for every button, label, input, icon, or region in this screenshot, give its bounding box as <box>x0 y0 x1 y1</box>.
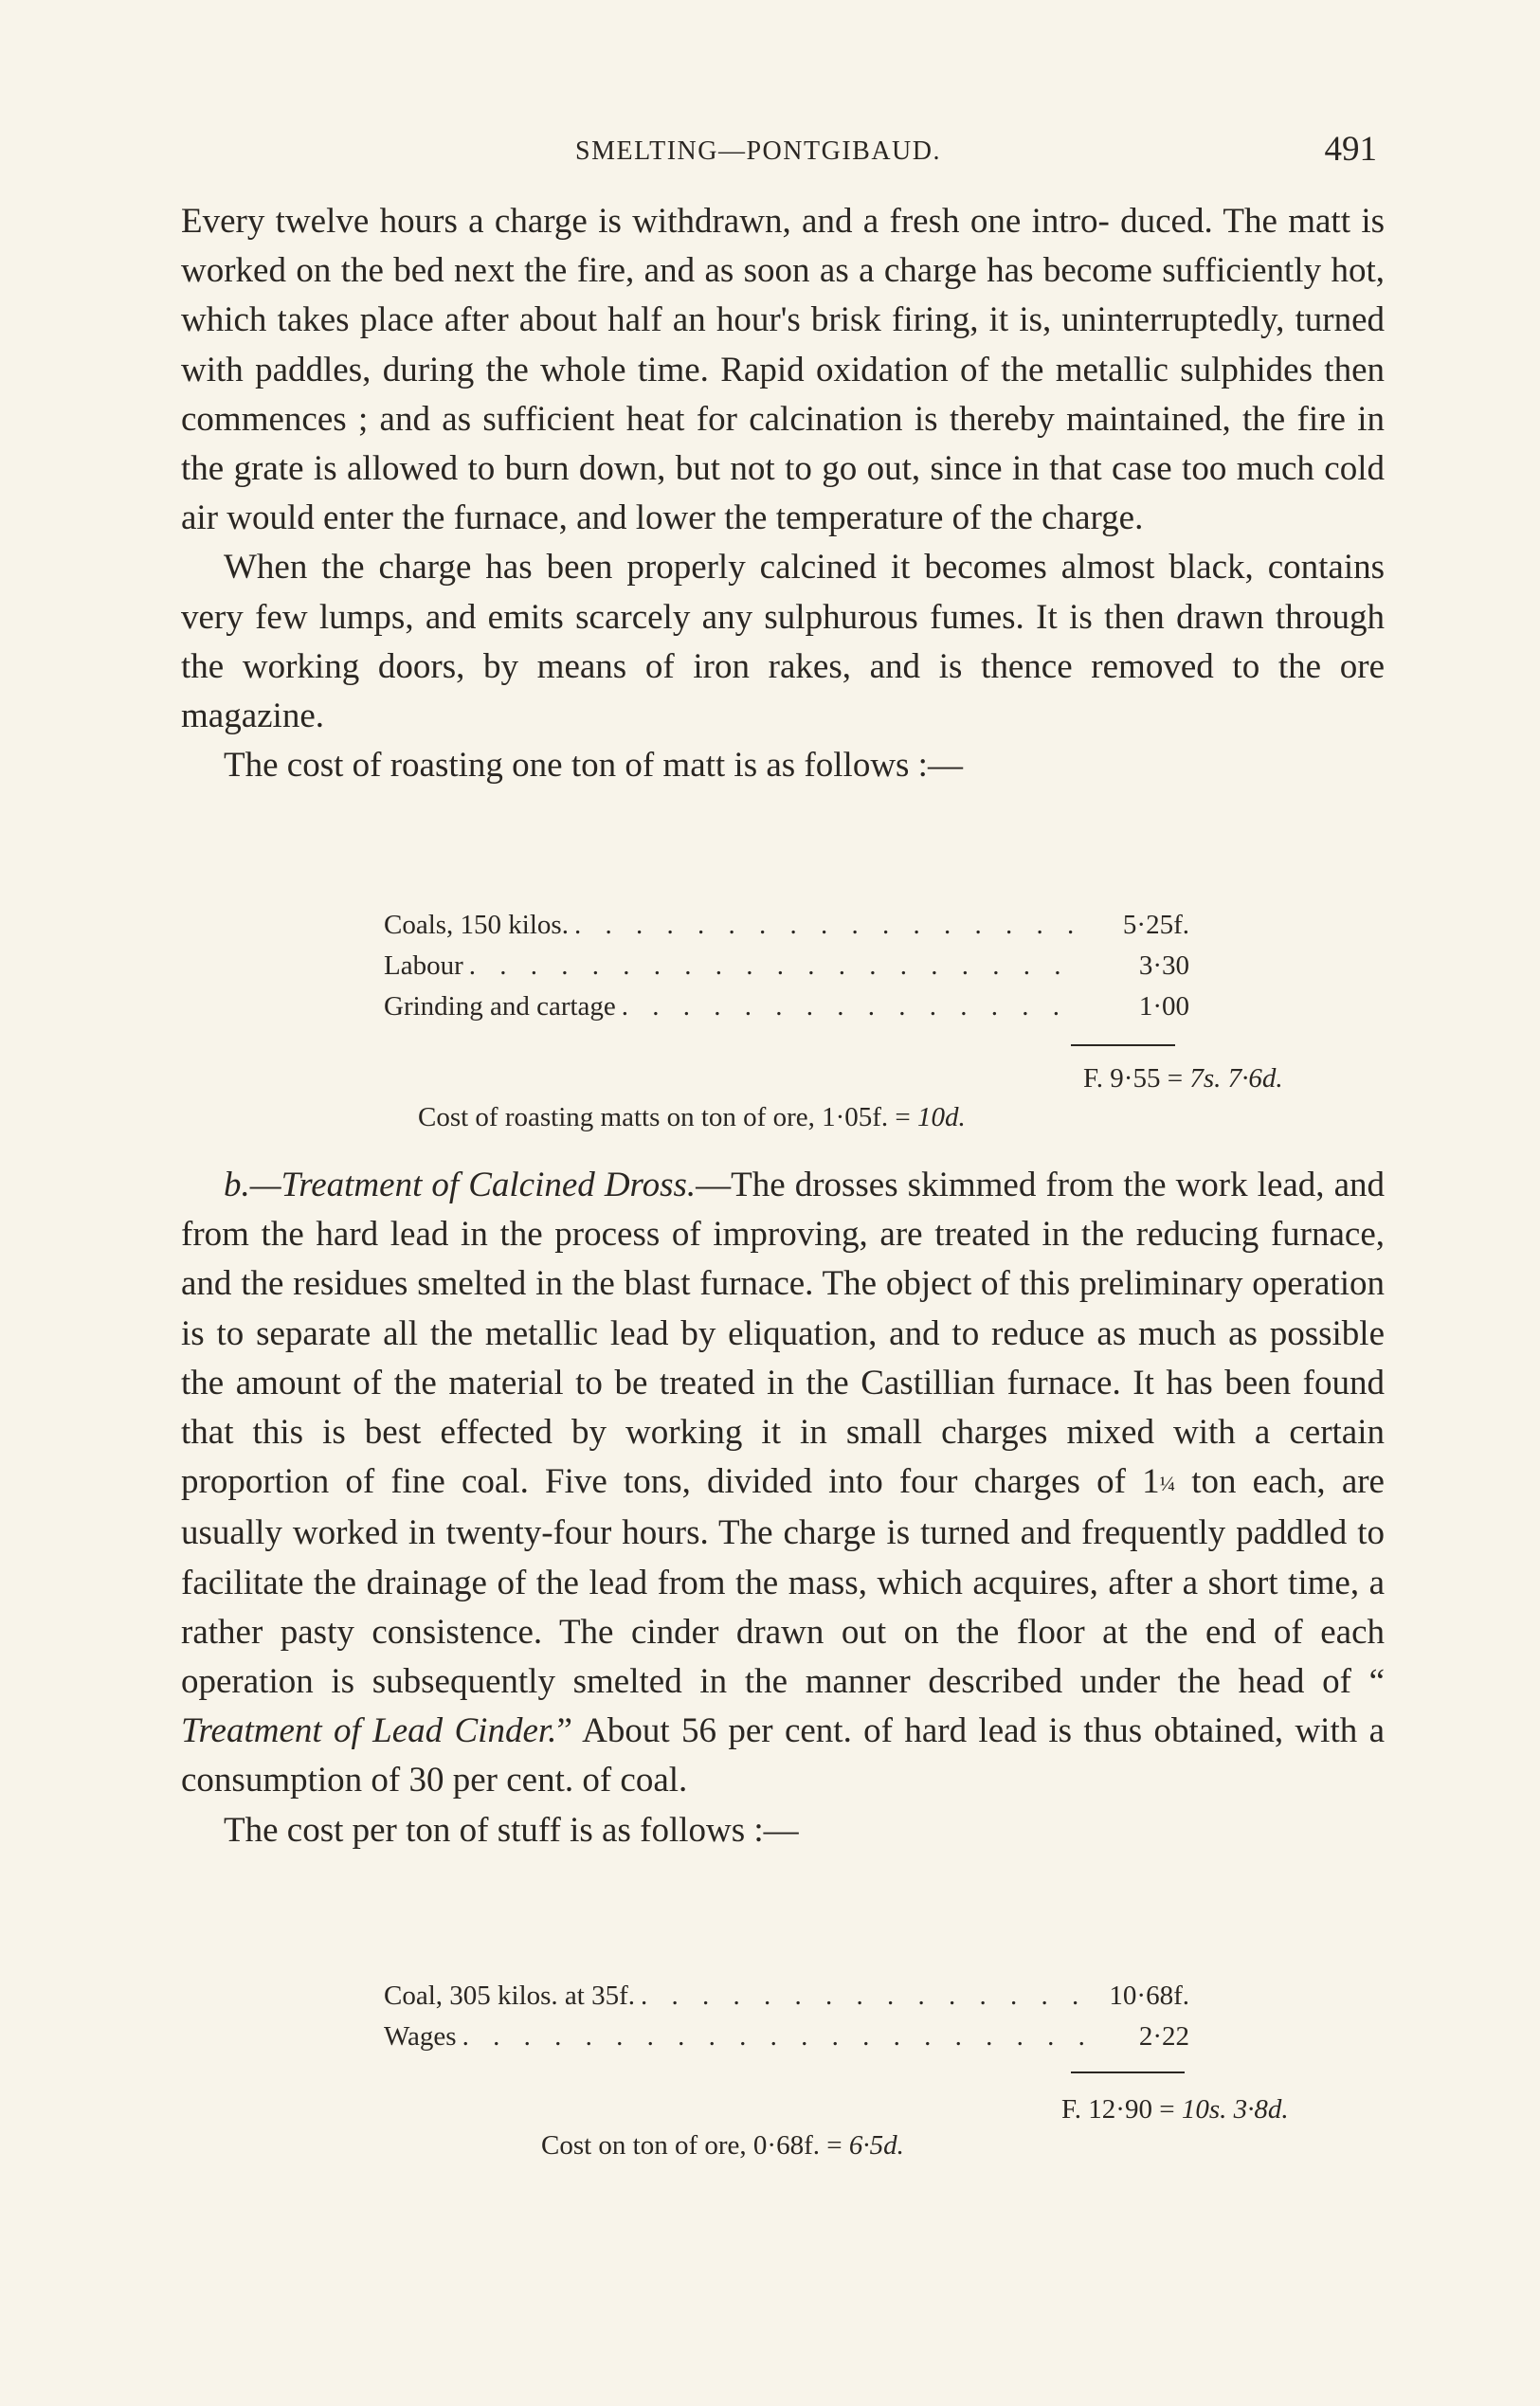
cost-value: 3·30 <box>1138 950 1189 981</box>
summary-pence: 6·5d. <box>848 2130 904 2161</box>
roasting-cost-table <box>384 910 1189 1032</box>
dross-cost-table <box>384 1981 1189 2062</box>
paragraph-calcination: Every twelve hours a charge is withdrawn, and a fresh one intro- duced. The matt is worked on the bed next the fire, and as soon as a charge has become sufficiently hot, which takes place after about half an hour's brisk firing, it is, uninterruptedly, turned with paddles, during the whole time. Rapid oxidation of the metallic sulphides then commences ; and as sufficient heat for calcination is thereby maintained, the fire in the grate is allowed to burn down, but not to go out, since in that case too much cold air would enter the furnace, and lower the temperature of the charge. <box>181 202 1385 538</box>
leader-dots <box>457 2021 1085 2053</box>
dross-summary <box>541 2130 904 2162</box>
dross-total <box>1061 2094 1289 2126</box>
total-pence: 7·6d. <box>1221 1063 1283 1094</box>
cost-row <box>384 1981 1189 2021</box>
leader-dots <box>569 910 1085 941</box>
total-amount: F. 12·90 = <box>1061 2094 1182 2125</box>
cost-value: 1·00 <box>1138 991 1189 1022</box>
leader-dots <box>463 950 1085 982</box>
roasting-summary <box>418 1102 966 1133</box>
cost-label: Grinding and cartage <box>384 991 616 1022</box>
total-shillings: 7s. <box>1189 1063 1222 1094</box>
total-shillings: 10s. <box>1181 2094 1227 2125</box>
body-text-bottom <box>181 1161 1385 1855</box>
sum-rule <box>1071 2071 1185 2073</box>
total-pence: 3·8d. <box>1226 2094 1289 2125</box>
summary-text: Cost on ton of ore, 0·68f. = <box>541 2130 849 2161</box>
running-head: SMELTING—PONTGIBAUD. <box>575 136 941 166</box>
sum-rule <box>1071 1044 1175 1046</box>
paragraph-cost-intro-2: The cost per ton of stuff is as follows :— <box>224 1810 799 1850</box>
fraction: ¼ <box>1159 1472 1176 1496</box>
leader-dots <box>635 1981 1085 2012</box>
section-letter: b.— <box>224 1166 281 1204</box>
paragraph-text: —The drosses skimmed from the work lead, and from the hard lead in the process of improving, are treated in the reducing furnace, and the residues smelted in the blast furnace. The object of this preliminary operation is to separate all the metallic lead by eliquation, and to reduce as much as possible the amount of the material to be treated in the Castillian furnace. It has been found that this is best effected by working it in small charges mixed with a certain proportion of fine coal. Five tons, divided into four charges of 1 <box>181 1166 1385 1502</box>
cost-label: Wages <box>384 2021 457 2052</box>
paragraph-cost-intro: The cost of roasting one ton of matt is as follows :— <box>224 746 963 786</box>
section-title: Treatment of Calcined Dross. <box>281 1166 697 1204</box>
cost-row <box>384 950 1189 991</box>
quoted-title: Treatment of Lead Cinder. <box>181 1711 557 1751</box>
cost-value: 10·68f. <box>1109 1981 1189 2011</box>
roasting-total <box>1083 1063 1283 1094</box>
summary-text: Cost of roasting matts on ton of ore, 1·05f. = <box>418 1102 918 1132</box>
summary-pence: 10d. <box>917 1102 966 1132</box>
cost-label: Coal, 305 kilos. at 35f. <box>384 1981 636 2011</box>
cost-row <box>384 910 1189 950</box>
cost-value: 5·25f. <box>1122 910 1189 940</box>
cost-row <box>384 991 1189 1032</box>
paragraph-calcined-charge: When the charge has been properly calcined it becomes almost black, contains very few lumps, and emits scarcely any sulphurous fumes. It is then drawn through the working doors, by means of iron rakes, and is thence removed to the ore magazine. <box>181 548 1385 736</box>
page-number: 491 <box>1324 130 1377 169</box>
page-header <box>181 130 1385 178</box>
leader-dots <box>616 991 1085 1022</box>
paragraph-text: ton each, are usually worked in twenty-four hours. The charge is turned and frequently paddled to facilitate the drainage of the lead from the mass, which acquires, after a short time, a rather pasty consistence. The cinder drawn out on the floor at the end of each operation is subsequently smelted in the manner described under the head of “ <box>181 1462 1385 1702</box>
cost-row <box>384 2021 1189 2062</box>
cost-label: Labour <box>384 950 463 981</box>
cost-label: Coals, 150 kilos. <box>384 910 569 940</box>
total-amount: F. 9·55 = <box>1083 1063 1190 1094</box>
paragraph-text: ” About 56 per cent. of hard lead is thus obtained, with a consumption of 30 per cent. of coal. <box>181 1711 1385 1800</box>
cost-value: 2·22 <box>1138 2021 1189 2052</box>
paragraph-calcined-dross <box>181 1161 1385 1806</box>
body-text-top <box>181 197 1385 790</box>
